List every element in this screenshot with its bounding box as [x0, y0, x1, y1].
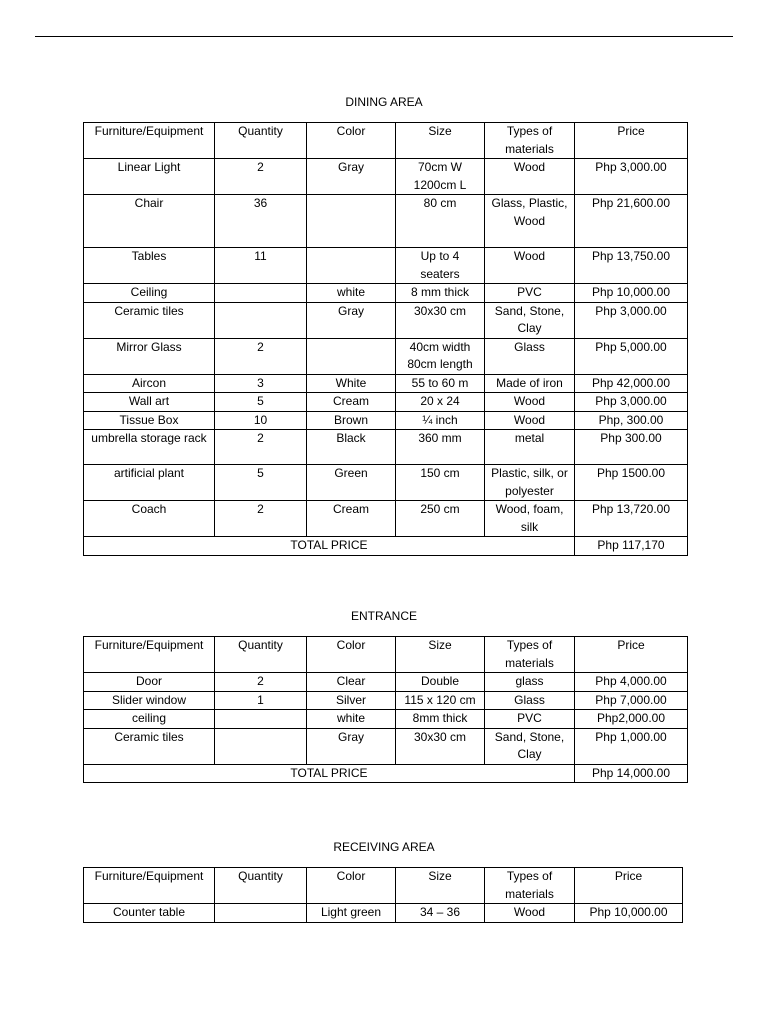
column-header: Types of materials: [485, 123, 575, 159]
column-header: Types of materials: [485, 868, 575, 904]
table-cell: [307, 248, 396, 284]
table-cell: Php 1,000.00: [575, 728, 688, 764]
table-row: [84, 728, 688, 764]
table-cell: Sand, Stone, Clay: [485, 302, 575, 338]
table-cell: 55 to 60 m: [396, 374, 485, 393]
column-header: Furniture/Equipment: [84, 868, 215, 904]
table-cell: 115 x 120 cm: [396, 691, 485, 710]
table-cell: Wood, foam, silk: [485, 501, 575, 537]
table-row: [84, 374, 688, 393]
table-cell: Php, 300.00: [575, 411, 688, 430]
table-cell: white: [307, 284, 396, 303]
table-cell: 11: [215, 248, 307, 284]
dining-area-table: [83, 122, 688, 556]
column-header: Quantity: [215, 637, 307, 673]
receiving-area-title: RECEIVING AREA: [333, 840, 435, 854]
table-cell: 70cm W 1200cm L: [396, 159, 485, 195]
table-cell: 250 cm: [396, 501, 485, 537]
table-cell: Light green: [307, 904, 396, 923]
table-cell: Wood: [485, 904, 575, 923]
table-cell: Php 3,000.00: [575, 302, 688, 338]
table-row: [84, 673, 688, 692]
table-cell: Php 7,000.00: [575, 691, 688, 710]
column-header: Price: [575, 123, 688, 159]
table-cell: Wall art: [84, 393, 215, 412]
table-row: [84, 248, 688, 284]
table-row: [84, 284, 688, 303]
table-cell: 10: [215, 411, 307, 430]
table-cell: PVC: [485, 710, 575, 729]
total-price-value: Php 117,170: [575, 537, 688, 556]
top-rule: [35, 36, 733, 37]
table-cell: Php 21,600.00: [575, 195, 688, 248]
table-cell: PVC: [485, 284, 575, 303]
column-header: Size: [396, 868, 485, 904]
table-cell: Wood: [485, 393, 575, 412]
total-row: [84, 764, 688, 783]
table-cell: 5: [215, 393, 307, 412]
table-cell: Ceramic tiles: [84, 728, 215, 764]
table-cell: Wood: [485, 411, 575, 430]
table-cell: Cream: [307, 501, 396, 537]
column-header: Color: [307, 637, 396, 673]
column-header: Color: [307, 868, 396, 904]
table-cell: Php 300.00: [575, 430, 688, 465]
table-cell: Black: [307, 430, 396, 465]
table-cell: 8mm thick: [396, 710, 485, 729]
table-cell: Door: [84, 673, 215, 692]
table-cell: Chair: [84, 195, 215, 248]
table-cell: umbrella storage rack: [84, 430, 215, 465]
table-cell: metal: [485, 430, 575, 465]
table-cell: 2: [215, 159, 307, 195]
table-row: [84, 195, 688, 248]
table-cell: 360 mm: [396, 430, 485, 465]
column-header: Furniture/Equipment: [84, 637, 215, 673]
table-cell: 150 cm: [396, 465, 485, 501]
dining-area-title: DINING AREA: [345, 95, 423, 109]
table-cell: Made of iron: [485, 374, 575, 393]
table-cell: Wood: [485, 248, 575, 284]
table-cell: Glass, Plastic, Wood: [485, 195, 575, 248]
table-cell: Php 13,720.00: [575, 501, 688, 537]
table-cell: Linear Light: [84, 159, 215, 195]
table-cell: [307, 195, 396, 248]
table-cell: Brown: [307, 411, 396, 430]
table-row: [84, 393, 688, 412]
table-cell: Coach: [84, 501, 215, 537]
table-row: [84, 411, 688, 430]
table-cell: Wood: [485, 159, 575, 195]
table-cell: 5: [215, 465, 307, 501]
table-cell: Php 4,000.00: [575, 673, 688, 692]
table-cell: Double: [396, 673, 485, 692]
table-cell: [215, 710, 307, 729]
table-cell: 1: [215, 691, 307, 710]
table-cell: artificial plant: [84, 465, 215, 501]
table-cell: Ceiling: [84, 284, 215, 303]
table-row: [84, 501, 688, 537]
table-cell: [307, 338, 396, 374]
table-cell: Php 3,000.00: [575, 159, 688, 195]
column-header: Price: [575, 868, 683, 904]
column-header: Price: [575, 637, 688, 673]
table-row: [84, 430, 688, 465]
table-cell: Aircon: [84, 374, 215, 393]
table-cell: 36: [215, 195, 307, 248]
table-cell: 30x30 cm: [396, 728, 485, 764]
table-cell: glass: [485, 673, 575, 692]
total-price-label: TOTAL PRICE: [84, 537, 575, 556]
table-cell: [215, 728, 307, 764]
table-cell: 2: [215, 673, 307, 692]
table-cell: Php 5,000.00: [575, 338, 688, 374]
table-cell: 2: [215, 430, 307, 465]
table-header-row: [84, 868, 683, 904]
table-cell: Php 1500.00: [575, 465, 688, 501]
table-header-row: [84, 123, 688, 159]
table-cell: 3: [215, 374, 307, 393]
table-cell: Mirror Glass: [84, 338, 215, 374]
table-cell: Php2,000.00: [575, 710, 688, 729]
table-row: [84, 710, 688, 729]
table-cell: Php 3,000.00: [575, 393, 688, 412]
table-cell: ¼ inch: [396, 411, 485, 430]
table-header-row: [84, 637, 688, 673]
receiving-area-table: [83, 867, 683, 923]
table-cell: Php 10,000.00: [575, 284, 688, 303]
table-cell: Gray: [307, 302, 396, 338]
table-row: [84, 904, 683, 923]
entrance-title: ENTRANCE: [350, 609, 417, 623]
table-row: [84, 159, 688, 195]
table-cell: Ceramic tiles: [84, 302, 215, 338]
table-cell: 8 mm thick: [396, 284, 485, 303]
table-cell: White: [307, 374, 396, 393]
column-header: Size: [396, 123, 485, 159]
table-cell: 30x30 cm: [396, 302, 485, 338]
table-row: [84, 338, 688, 374]
table-cell: Slider window: [84, 691, 215, 710]
column-header: Color: [307, 123, 396, 159]
table-cell: 2: [215, 501, 307, 537]
table-cell: Tissue Box: [84, 411, 215, 430]
table-cell: Sand, Stone, Clay: [485, 728, 575, 764]
table-cell: Gray: [307, 728, 396, 764]
table-cell: Cream: [307, 393, 396, 412]
table-cell: Silver: [307, 691, 396, 710]
column-header: Types of materials: [485, 637, 575, 673]
table-cell: Glass: [485, 691, 575, 710]
table-cell: 20 x 24: [396, 393, 485, 412]
table-cell: Glass: [485, 338, 575, 374]
table-row: [84, 302, 688, 338]
column-header: Quantity: [215, 868, 307, 904]
table-cell: [215, 904, 307, 923]
table-cell: Php 10,000.00: [575, 904, 683, 923]
table-cell: [215, 302, 307, 338]
table-row: [84, 465, 688, 501]
column-header: Size: [396, 637, 485, 673]
table-cell: Green: [307, 465, 396, 501]
table-row: [84, 691, 688, 710]
total-price-label: TOTAL PRICE: [84, 764, 575, 783]
total-row: [84, 537, 688, 556]
column-header: Furniture/Equipment: [84, 123, 215, 159]
table-cell: white: [307, 710, 396, 729]
table-cell: 34 – 36: [396, 904, 485, 923]
table-cell: Plastic, silk, or polyester: [485, 465, 575, 501]
table-cell: Gray: [307, 159, 396, 195]
table-cell: 40cm width 80cm length: [396, 338, 485, 374]
table-cell: Clear: [307, 673, 396, 692]
table-cell: [215, 284, 307, 303]
table-cell: Up to 4 seaters: [396, 248, 485, 284]
column-header: Quantity: [215, 123, 307, 159]
table-cell: 2: [215, 338, 307, 374]
table-cell: Php 13,750.00: [575, 248, 688, 284]
table-cell: Tables: [84, 248, 215, 284]
table-cell: ceiling: [84, 710, 215, 729]
table-cell: Php 42,000.00: [575, 374, 688, 393]
table-cell: Counter table: [84, 904, 215, 923]
total-price-value: Php 14,000.00: [575, 764, 688, 783]
table-cell: 80 cm: [396, 195, 485, 248]
entrance-table: [83, 636, 688, 783]
